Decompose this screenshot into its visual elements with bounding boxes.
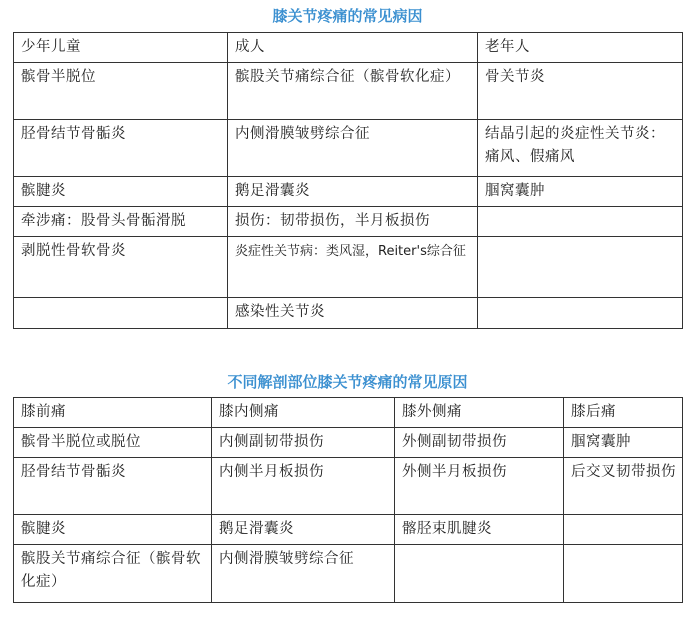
table-cell: [564, 545, 683, 603]
table-row: [14, 237, 683, 298]
table-cell: 内侧半月板损伤: [212, 458, 395, 515]
table-cell: 鹅足滑囊炎: [212, 515, 395, 545]
table-cell: 胫骨结节骨骺炎: [14, 458, 212, 515]
table-cell: 外侧副韧带损伤: [395, 428, 564, 458]
table-cell: [478, 237, 683, 298]
table-row: [14, 458, 683, 515]
table-cell: 髌骨半脱位或脱位: [14, 428, 212, 458]
table-header-row: [14, 33, 683, 63]
table-row: [14, 63, 683, 120]
header-cell: 膝前痛: [14, 398, 212, 428]
table-cell: 胫骨结节骨骺炎: [14, 120, 228, 177]
table-cell: 骨关节炎: [478, 63, 683, 120]
table-cell: 后交叉韧带损伤: [564, 458, 683, 515]
table-cell: 髌腱炎: [14, 177, 228, 207]
header-cell: 老年人: [478, 33, 683, 63]
table-cell: 髂胫束肌腱炎: [395, 515, 564, 545]
header-cell: 膝外侧痛: [395, 398, 564, 428]
table-cell: 感染性关节炎: [228, 298, 478, 329]
table-cell: [478, 298, 683, 329]
table-cell: 髌骨半脱位: [14, 63, 228, 120]
table-cell: [14, 298, 228, 329]
table-row: [14, 120, 683, 177]
common-causes-by-age-table: [13, 32, 683, 329]
table-cell: 腘窝囊肿: [564, 428, 683, 458]
table-cell: 髌股关节痛综合征（髌骨软化症）: [14, 545, 212, 603]
table2-title: 不同解剖部位膝关节疼痛的常见原因: [227, 373, 468, 391]
table-header-row: [14, 398, 683, 428]
table-row: [14, 298, 683, 329]
table-cell: 损伤：韧带损伤，半月板损伤: [228, 207, 478, 237]
table-cell: 剥脱性骨软骨炎: [14, 237, 228, 298]
table-cell: 牵涉痛：股骨头骨骺滑脱: [14, 207, 228, 237]
causes-by-location-table: [13, 397, 683, 603]
table-cell: 内侧滑膜皱劈综合征: [228, 120, 478, 177]
header-cell: 成人: [228, 33, 478, 63]
table-row: [14, 177, 683, 207]
table-row: [14, 428, 683, 458]
header-cell: 膝后痛: [564, 398, 683, 428]
table-cell: 结晶引起的炎症性关节炎：痛风、假痛风: [478, 120, 683, 177]
table-row: [14, 515, 683, 545]
table-cell: 腘窝囊肿: [478, 177, 683, 207]
table-cell: 髌腱炎: [14, 515, 212, 545]
table-cell: [564, 515, 683, 545]
table-cell: 内侧副韧带损伤: [212, 428, 395, 458]
table-cell: 髌股关节痛综合征（髌骨软化症）: [228, 63, 478, 120]
table-cell: 外侧半月板损伤: [395, 458, 564, 515]
table-row: [14, 545, 683, 603]
table-cell: 鹅足滑囊炎: [228, 177, 478, 207]
table-cell: [478, 207, 683, 237]
table1-title: 膝关节疼痛的常见病因: [272, 7, 423, 25]
table-cell: [395, 545, 564, 603]
table-cell: 内侧滑膜皱劈综合征: [212, 545, 395, 603]
header-cell: 膝内侧痛: [212, 398, 395, 428]
header-cell: 少年儿童: [14, 33, 228, 63]
table-row: [14, 207, 683, 237]
table-cell: 炎症性关节病：类风湿，Reiter's综合征: [228, 237, 478, 298]
